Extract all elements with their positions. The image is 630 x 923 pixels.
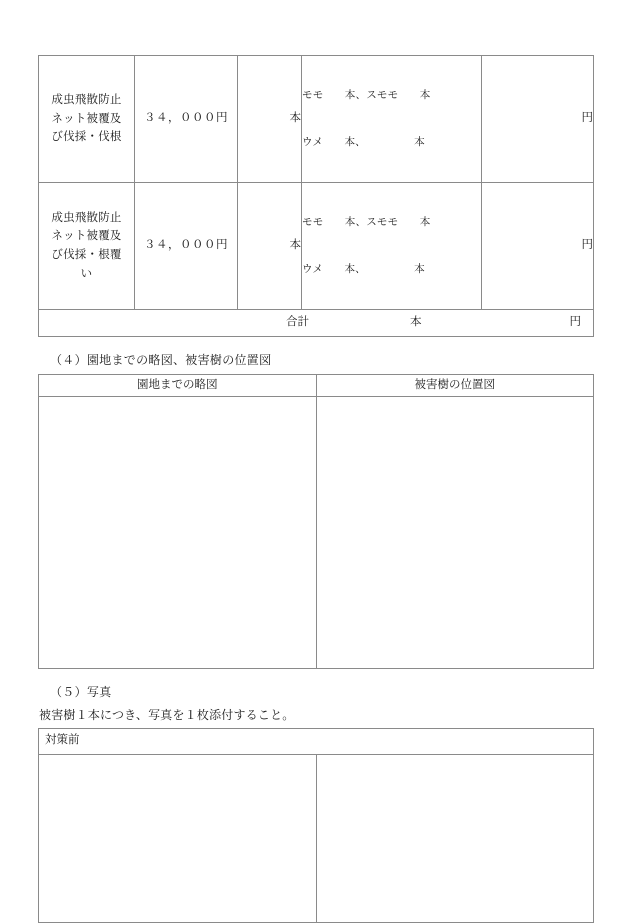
unit-price-cell: ３４，０００円 <box>135 56 238 183</box>
unit-price-cell: ３４，０００円 <box>135 183 238 310</box>
work-description-cell <box>39 56 135 183</box>
photo-stage-label: 対策前 <box>39 729 594 755</box>
unit-cell: 本 <box>238 183 302 310</box>
photo-table <box>38 728 594 923</box>
tree-count-line: モモ 本、スモモ 本 <box>302 216 431 228</box>
total-currency: 円 <box>569 316 581 329</box>
tree-count-line: モモ 本、スモモ 本 <box>302 89 431 101</box>
section-5-note: 被害樹１本につき、写真を１枚添付すること。 <box>39 708 295 722</box>
section-5-heading: （５）写真 <box>50 685 112 699</box>
tree-count-cell <box>302 183 482 310</box>
total-row <box>39 310 594 337</box>
total-cell <box>39 310 594 337</box>
total-unit: 本 <box>410 316 422 329</box>
tree-location-drawing-area[interactable] <box>316 397 594 669</box>
column-header-tree-location-map: 被害樹の位置図 <box>316 375 594 397</box>
table-row <box>39 183 594 310</box>
tree-count-line: ウメ 本、 本 <box>302 263 425 275</box>
map-table-body-row <box>39 397 594 669</box>
work-line: び伐採・伐根 <box>51 131 122 144</box>
photo-slot-left[interactable] <box>39 755 317 923</box>
tree-count-line: ウメ 本、 本 <box>302 136 425 148</box>
orchard-map-drawing-area[interactable] <box>39 397 317 669</box>
subtotal-cell: 円 <box>482 183 594 310</box>
map-table <box>38 374 594 669</box>
work-line: び伐採・根覆 <box>51 249 122 261</box>
column-header-orchard-map: 園地までの略図 <box>39 375 317 397</box>
photo-slot-right[interactable] <box>316 755 594 923</box>
photo-table-header-row <box>39 729 594 755</box>
section-4-heading: （４）園地までの略図、被害樹の位置図 <box>50 353 272 367</box>
total-strip <box>39 310 593 336</box>
work-line: ネット被覆及 <box>51 230 122 243</box>
work-line: 成虫飛散防止 <box>51 94 122 107</box>
unit-cell: 本 <box>238 56 302 183</box>
work-line: い <box>80 267 93 280</box>
map-table-header-row <box>39 375 594 397</box>
total-label: 合計 <box>286 316 309 329</box>
cost-table <box>38 55 594 337</box>
work-line: ネット被覆及 <box>51 112 122 125</box>
work-line: 成虫飛散防止 <box>51 211 122 224</box>
work-description-cell <box>39 183 135 310</box>
table-row <box>39 56 594 183</box>
photo-table-body-row <box>39 755 594 923</box>
subtotal-cell: 円 <box>482 56 594 183</box>
tree-count-cell <box>302 56 482 183</box>
